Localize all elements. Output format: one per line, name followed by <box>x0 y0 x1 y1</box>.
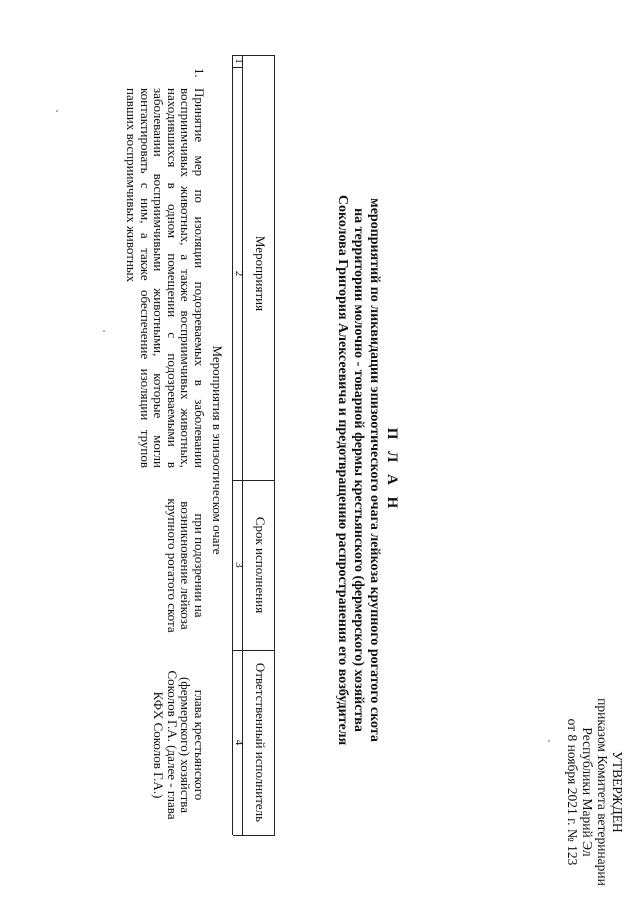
approval-block <box>565 672 625 905</box>
col-number-4: 4 <box>233 739 245 746</box>
col-number-1: 1 <box>233 58 245 64</box>
title-line-2: на территории молочно - товарной фермы крестьянского (фермерского) хозяйства <box>351 208 366 732</box>
header-responsible: Ответственный исполнитель <box>253 662 268 823</box>
table-rule <box>274 55 275 835</box>
row-responsible: глава крестьянского (фермерского) хозяйства Соколов Г.А. (далее - глава КФХ Соколов Г.А.) <box>151 670 207 820</box>
approval-line-3: Республики Марий Эл <box>580 727 595 857</box>
approval-line-4: от 8 ноября 2021 г. № 123 <box>565 718 580 866</box>
scan-speck <box>56 110 58 112</box>
title-line-3: Соколова Григория Алексеевича и предотвращению распространения его возбудителя <box>335 194 350 746</box>
header-term: Срок исполнения <box>253 516 268 614</box>
col-number-2: 2 <box>233 270 245 277</box>
plan-heading: П Л А Н <box>384 427 400 513</box>
row-number: 1. <box>192 68 207 78</box>
scan-speck <box>103 330 105 332</box>
section-heading: Мероприятия в эпизоотическом очаге <box>210 345 225 555</box>
scan-speck <box>548 740 550 742</box>
approval-line-1: УТВЕРЖДЕН <box>610 751 625 833</box>
title-line-1: мероприятий по ликвидации эпизоотического очага лейкоза крупного рогатого скота <box>367 198 382 742</box>
header-measures: Мероприятия <box>253 235 268 312</box>
title-block <box>334 150 382 790</box>
approval-line-2: приказом Комитета ветеринарии <box>595 698 610 886</box>
row-measure: Принятие мер по изоляции подозреваемых в заболевании восприимчивых животных, а также восприимчивых животных, находившихся в одном помещении с подозреваемыми в заболевании восприимчивыми животными, которые могли контактировать с ним, а также обеспечение изоляции трупов павших восприимчивых животных <box>124 88 207 468</box>
row-term: при подозрении на возникновение лейкоза крупного рогатого скота <box>165 498 207 633</box>
col-number-3: 3 <box>233 562 245 568</box>
table-rule <box>233 835 275 836</box>
